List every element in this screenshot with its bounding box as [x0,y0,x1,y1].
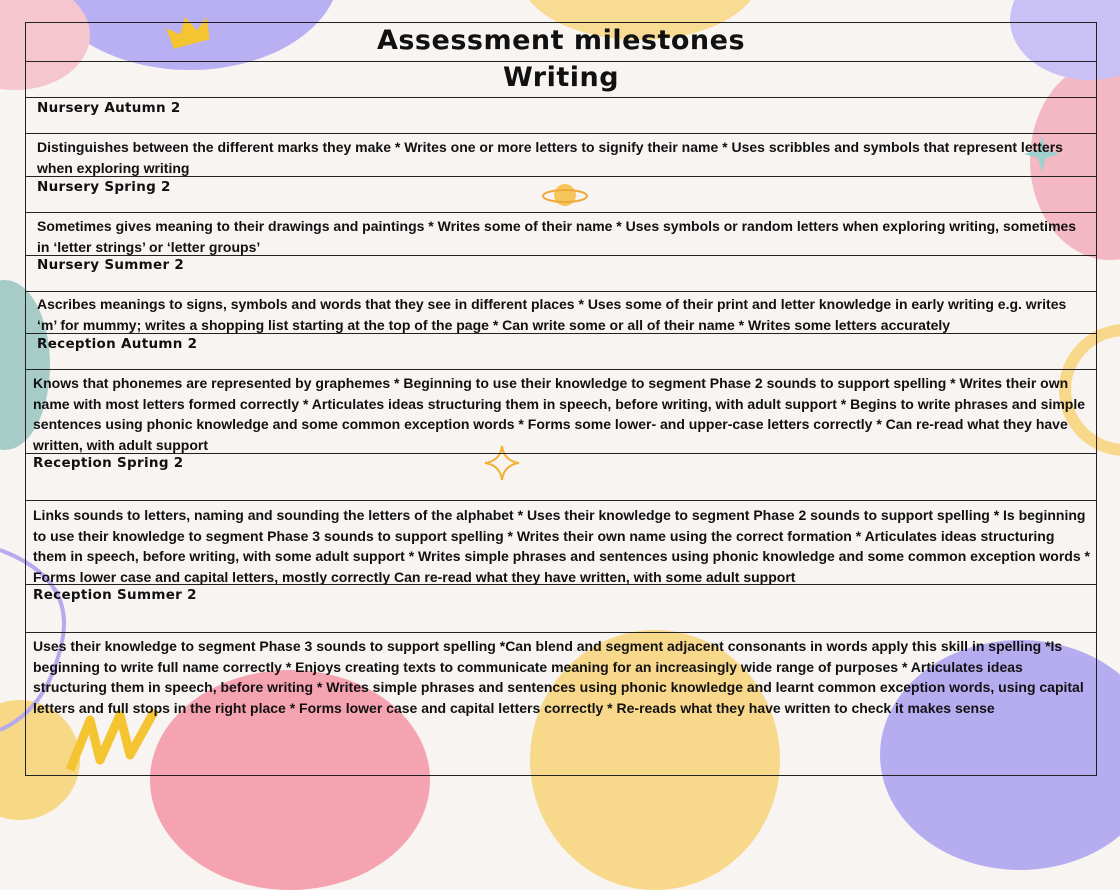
section-label: Reception Autumn 2 [37,336,198,352]
section-label: Nursery Summer 2 [37,257,185,273]
section-label: Reception Summer 2 [33,587,197,603]
section-description: Uses their knowledge to segment Phase 3 sounds to support spelling *Can blend and segment adjacent consonants in words apply this skill in spelling *Is beginning to write full name correctly * Enjoys creating texts to communicate meaning for an increasingly wide range of purposes * Articulates ideas structuring them in speech, before writing * Writes simple phrases and sentences using phonic knowledge and learnt common exception words, using capital letters and full stops in the right place * Forms lower case and capital letters correctly * Re-reads what they have written to check it makes sense [33,638,1084,716]
divider [26,133,1096,134]
divider [26,291,1096,292]
divider [26,453,1096,454]
divider [26,500,1096,501]
section-description: Distinguishes between the different marks they make * Writes one or more letters to signify their name * Uses scribbles and symbols that represent letters when exploring writing [37,139,1063,176]
divider [26,333,1096,334]
section-description: Links sounds to letters, naming and sounding the letters of the alphabet * Uses their knowledge to segment Phase 2 sounds to support spelling * Is beginning to use their knowledge to segment Phase 3 sounds to support spelling * Writes their own name using the correct formation * Articulates ideas structuring them in speech, before writing, with some adult support * Writes simple phrases and sentences using phonic knowledge and some common exception words * Forms lower case and capital letters, mostly correctly Can re-read what they have written, with some adult support [33,507,1090,585]
divider [26,584,1096,585]
section-label: Nursery Autumn 2 [37,100,181,116]
section-label: Nursery Spring 2 [37,179,171,195]
divider [26,369,1096,370]
divider [26,212,1096,213]
divider [26,97,1096,98]
section-description: Sometimes gives meaning to their drawings and paintings * Writes some of their name * Uses symbols or random letters when exploring writing, sometimes in ‘letter strings’ or ‘letter groups’ [37,218,1077,255]
assessment-table [25,22,1097,776]
page-subtitle: Writing [502,62,620,93]
section-label: Reception Spring 2 [33,455,184,471]
divider [26,176,1096,177]
section-description: Knows that phonemes are represented by graphemes * Beginning to use their knowledge to segment Phase 2 sounds to support spelling * Writes their own name with most letters formed correctly * Articulates ideas structuring them in speech, before writing, with adult support * Begins to write phrases and simple sentences using phonic knowledge and some common exception words * Forms some lower- and upper-case letters correctly * Can re-read what they have written, with adult support [33,375,1086,453]
page-title: Assessment milestones [376,25,746,56]
divider [26,255,1096,256]
divider [26,632,1096,633]
section-description: Ascribes meanings to signs, symbols and words that they see in different places * Uses some of their print and letter knowledge in early writing e.g. writes ‘m’ for mummy; writes a shopping list starting at the top of the page * Can write some or all of their name * Writes some letters accurately [37,296,1067,333]
